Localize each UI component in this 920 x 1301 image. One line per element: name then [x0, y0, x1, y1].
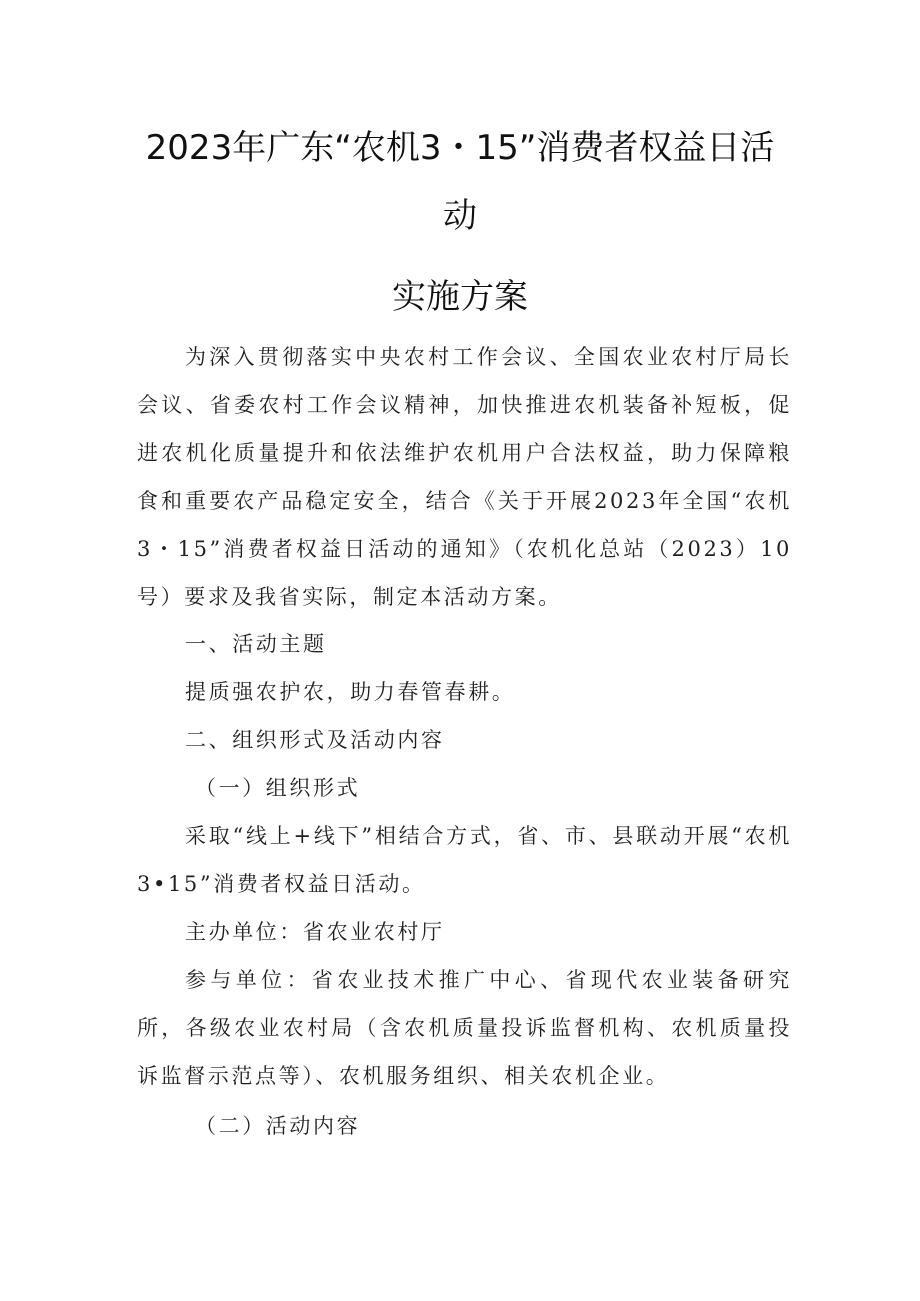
organization-form-paragraph: 采取“线上+线下”相结合方式，省、市、县联动开展“农机3•15”消费者权益日活动。: [137, 824, 792, 896]
subsection-2-heading: （二）活动内容: [195, 1114, 361, 1138]
section-2-heading: 二、组织形式及活动内容: [185, 728, 445, 752]
document-title-line-2: 动: [443, 196, 477, 236]
subsection-1-heading: （一）组织形式: [195, 776, 361, 800]
document-title-line-1: 2023年广东“农机3・15”消费者权益日活: [145, 128, 775, 168]
document-subtitle: 实施方案: [392, 277, 528, 317]
section-1-heading: 一、活动主题: [185, 632, 327, 656]
intro-paragraph: 为深入贯彻落实中央农村工作会议、全国农业农村厅局长会议、省委农村工作会议精神，加快推进农机装备补短板，促进农机化质量提升和依法维护农机用户合法权益，助力保障粮食和重要农产品稳定安全，结合《关于开展2023年全国“农机3・15”消费者权益日活动的通知》（农机化总站（2023）10号）要求及我省实际，制定本活动方案。: [137, 345, 792, 609]
participating-units: 参与单位：省农业技术推广中心、省现代农业装备研究所，各级农业农村局（含农机质量投诉监督机构、农机质量投诉监督示范点等）、农机服务组织、相关农机企业。: [137, 968, 792, 1088]
section-1-theme: 提质强农护农，助力春管春耕。: [185, 680, 516, 704]
host-unit: 主办单位：省农业农村厅: [185, 920, 445, 944]
